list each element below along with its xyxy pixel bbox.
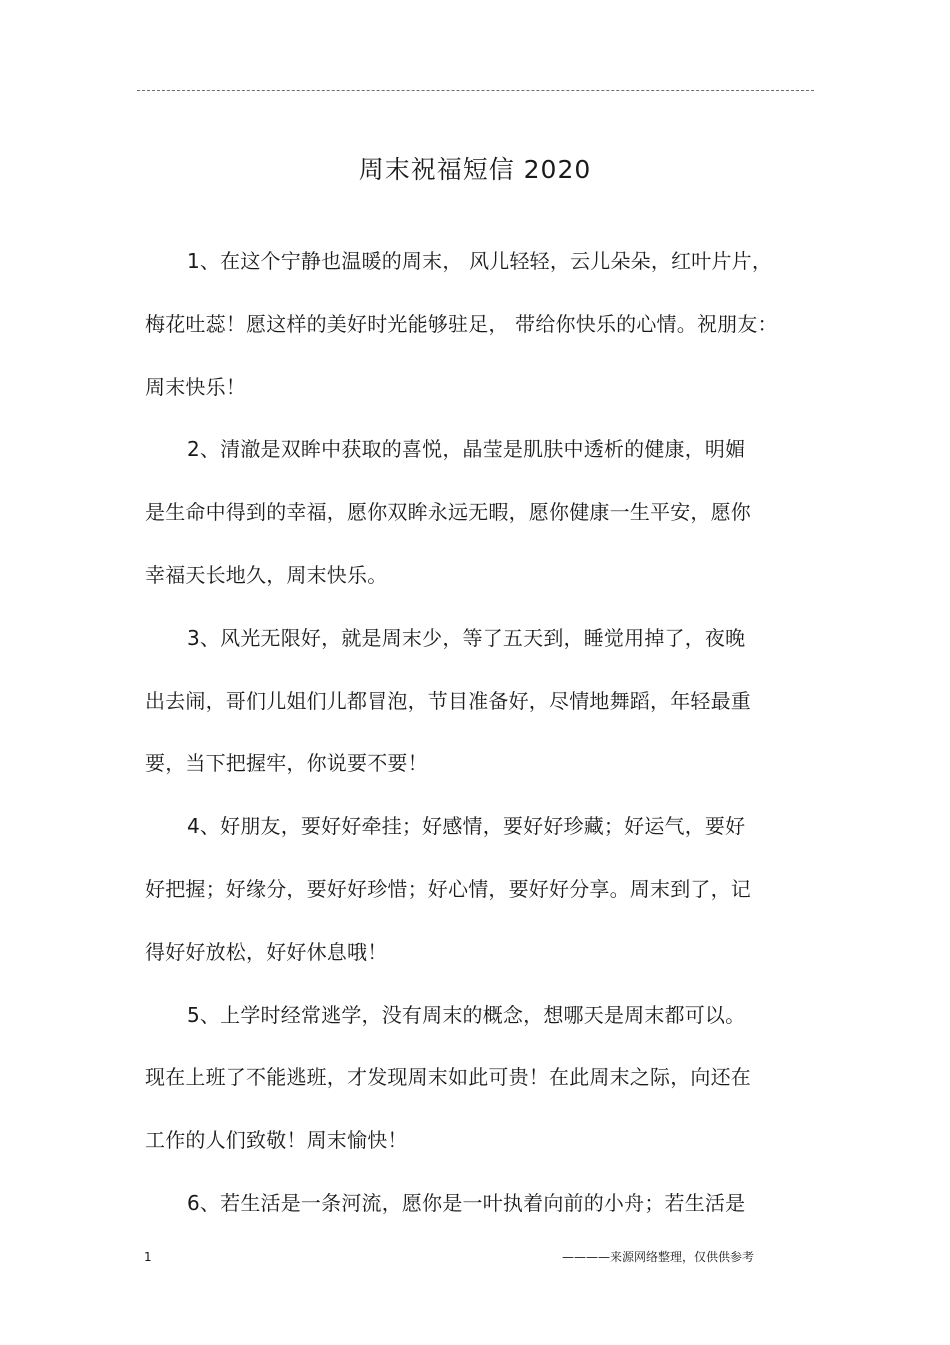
header-dashed-rule bbox=[137, 90, 814, 91]
paragraph-2: 2、清澈是双眸中获取的喜悦，晶莹是肌肤中透析的健康，明媚 是生命中得到的幸福，愿你双眸永远无暇，愿你健康一生平安，愿你 幸福天长地久，周末快乐。 bbox=[145, 437, 751, 587]
paragraph-4: 4、好朋友，要好好牵挂；好感情，要好好珍藏；好运气，要好 好把握；好缘分，要好好珍惜；好心情，要好好分享。周末到了，记 得好好放松，好好休息哦！ bbox=[145, 814, 751, 964]
page-number: 1 bbox=[144, 1250, 152, 1264]
footer-source-note: ————来源网络整理，仅供供参考 bbox=[561, 1250, 754, 1264]
paragraph-1: 1、在这个宁静也温暖的周末， 风儿轻轻，云儿朵朵，红叶片片， 梅花吐蕊！愿这样的美好时光能够驻足， 带给你快乐的心情。祝朋友： 周末快乐！ bbox=[145, 249, 778, 399]
document-title: 周末祝福短信 2020 bbox=[358, 155, 592, 184]
paragraph-6: 6、若生活是一条河流，愿你是一叶执着向前的小舟；若生活是 bbox=[187, 1190, 746, 1215]
paragraph-3: 3、风光无限好，就是周末少，等了五天到，睡觉用掉了，夜晚 出去闹，哥们儿姐们儿都冒泡，节目准备好，尽情地舞蹈，年轻最重 要，当下把握牢，你说要不要！ bbox=[145, 625, 751, 776]
paragraph-5: 5、上学时经常逃学，没有周末的概念，想哪天是周末都可以。 现在上班了不能逃班，才发现周末如此可贵！在此周末之际，向还在 工作的人们致敬！周末愉快！ bbox=[145, 1002, 751, 1153]
document-body bbox=[145, 230, 815, 1235]
